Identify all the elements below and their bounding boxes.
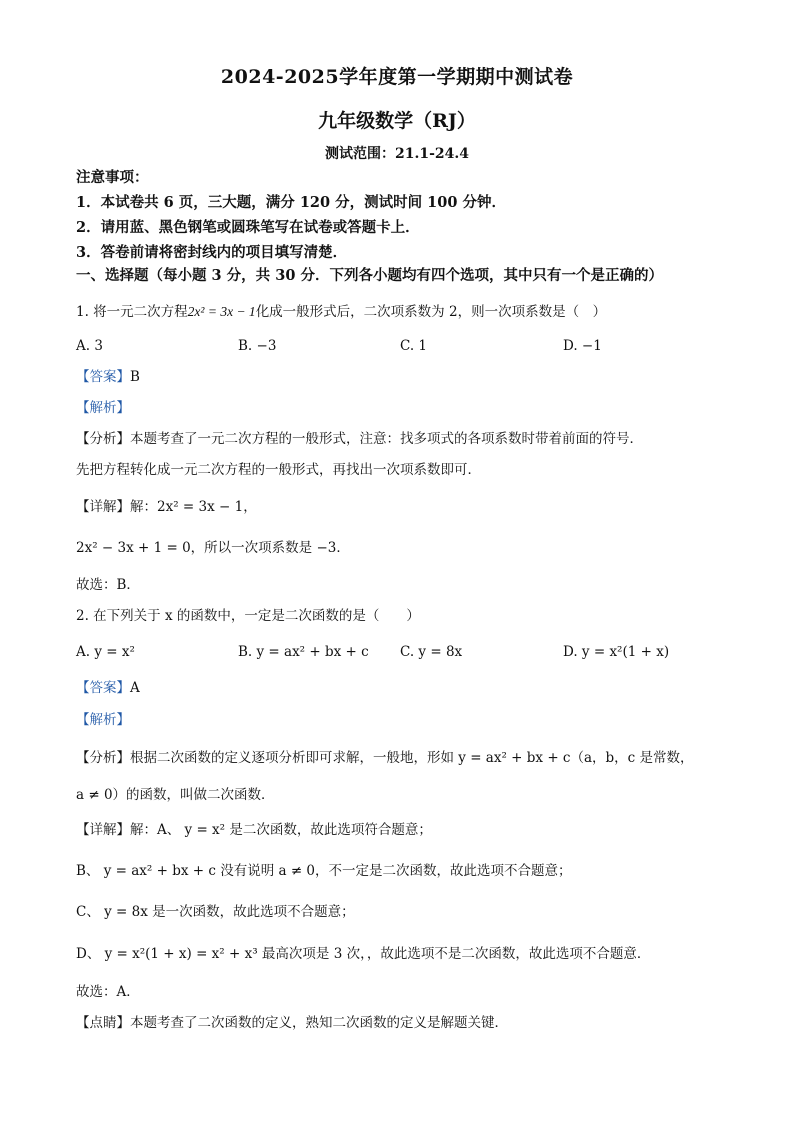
detail-line-2: 2x² − 3x + 1 = 0，所以一次项系数是 −3． <box>76 540 350 556</box>
detail-label: 【详解】 <box>76 822 130 838</box>
test-scope: 测试范围：21.1-24.4 <box>324 146 469 162</box>
answer-value: A <box>130 680 140 696</box>
option-d: D. y = x²(1 + x) <box>563 644 670 660</box>
answer-value: B <box>130 369 140 385</box>
fenxi-line <box>76 429 643 449</box>
fenxi-line-2: a ≠ 0）的函数，叫做二次函数． <box>76 787 275 803</box>
answer-label: 【答案】 <box>76 369 130 385</box>
option-c: C. 1 <box>400 338 428 354</box>
answer-line <box>76 678 140 698</box>
choose-line: 故选：A． <box>76 984 140 1000</box>
page-title: 2024-2025学年度第一学期期中测试卷 <box>220 66 574 88</box>
option-c: C. y = 8x <box>400 644 463 660</box>
choose-line: 故选：B． <box>76 577 140 593</box>
detail-text: 解：A、 y = x² 是二次函数，故此选项符合题意； <box>130 822 432 838</box>
fenxi-line <box>76 748 694 768</box>
notice-item: 1．本试卷共 6 页，三大题，满分 120 分，测试时间 100 分钟． <box>76 194 506 211</box>
detail-line-c: C、 y = 8x 是一次函数，故此选项不合题意； <box>76 904 355 920</box>
dianjing-text: 本题考查了二次函数的定义，熟知二次函数的定义是解题关键． <box>130 1015 508 1031</box>
section-heading: 一、选择题（每小题 3 分，共 30 分．下列各小题均有四个选项，其中只有一个是正确的） <box>76 267 663 284</box>
detail-line <box>76 820 432 840</box>
option-b: B. y = ax² + bx + c <box>238 644 369 660</box>
notice-heading: 注意事项： <box>76 169 149 186</box>
detail-line-d: D、 y = x²(1 + x) = x² + x³ 最高次项是 3 次，，故此选项不是二次函数，故此选项不合题意． <box>76 946 651 962</box>
stem-text: 化成一般形式后，二次项系数为 2，则一次项系数是（ ） <box>255 304 607 320</box>
fenxi-label: 【分析】 <box>76 431 130 447</box>
fenxi-text: 根据二次函数的定义逐项分析即可求解，一般地，形如 y = ax² + bx + c（a，b，c 是常数， <box>130 750 694 766</box>
page-subtitle: 九年级数学（RJ） <box>318 110 476 132</box>
fenxi-line-2: 先把方程转化成一元二次方程的一般形式，再找出一次项系数即可． <box>76 462 481 478</box>
answer-line <box>76 367 140 387</box>
detail-line <box>76 497 257 517</box>
question-1-stem <box>76 302 606 322</box>
fenxi-text: 本题考查了一元二次方程的一般形式，注意：找多项式的各项系数时带着前面的符号． <box>130 431 643 447</box>
stem-text: 1. 将一元二次方程 <box>76 304 188 320</box>
detail-line-b: B、 y = ax² + bx + c 没有说明 a ≠ 0，不一定是二次函数，故此选项不合题意； <box>76 863 572 879</box>
notice-item: 3．答卷前请将密封线内的项目填写清楚． <box>76 244 348 261</box>
equation: 2x² = 3x − 1 <box>187 304 256 319</box>
analysis-label: 【解析】 <box>76 712 130 728</box>
option-b: B. −3 <box>238 338 277 354</box>
notice-item: 2．请用蓝、黑色钢笔或圆珠笔写在试卷或答题卡上． <box>76 219 420 236</box>
option-d: D. −1 <box>563 338 602 354</box>
fenxi-label: 【分析】 <box>76 750 130 766</box>
dianjing-line <box>76 1013 508 1033</box>
analysis-label: 【解析】 <box>76 400 130 416</box>
detail-text: 解：2x² = 3x − 1， <box>130 499 257 515</box>
option-a: A. 3 <box>76 338 103 354</box>
answer-label: 【答案】 <box>76 680 130 696</box>
option-a: A. y = x² <box>76 644 135 660</box>
question-2-stem: 2. 在下列关于 x 的函数中，一定是二次函数的是（ ） <box>76 608 420 624</box>
detail-label: 【详解】 <box>76 499 130 515</box>
dianjing-label: 【点睛】 <box>76 1015 130 1031</box>
